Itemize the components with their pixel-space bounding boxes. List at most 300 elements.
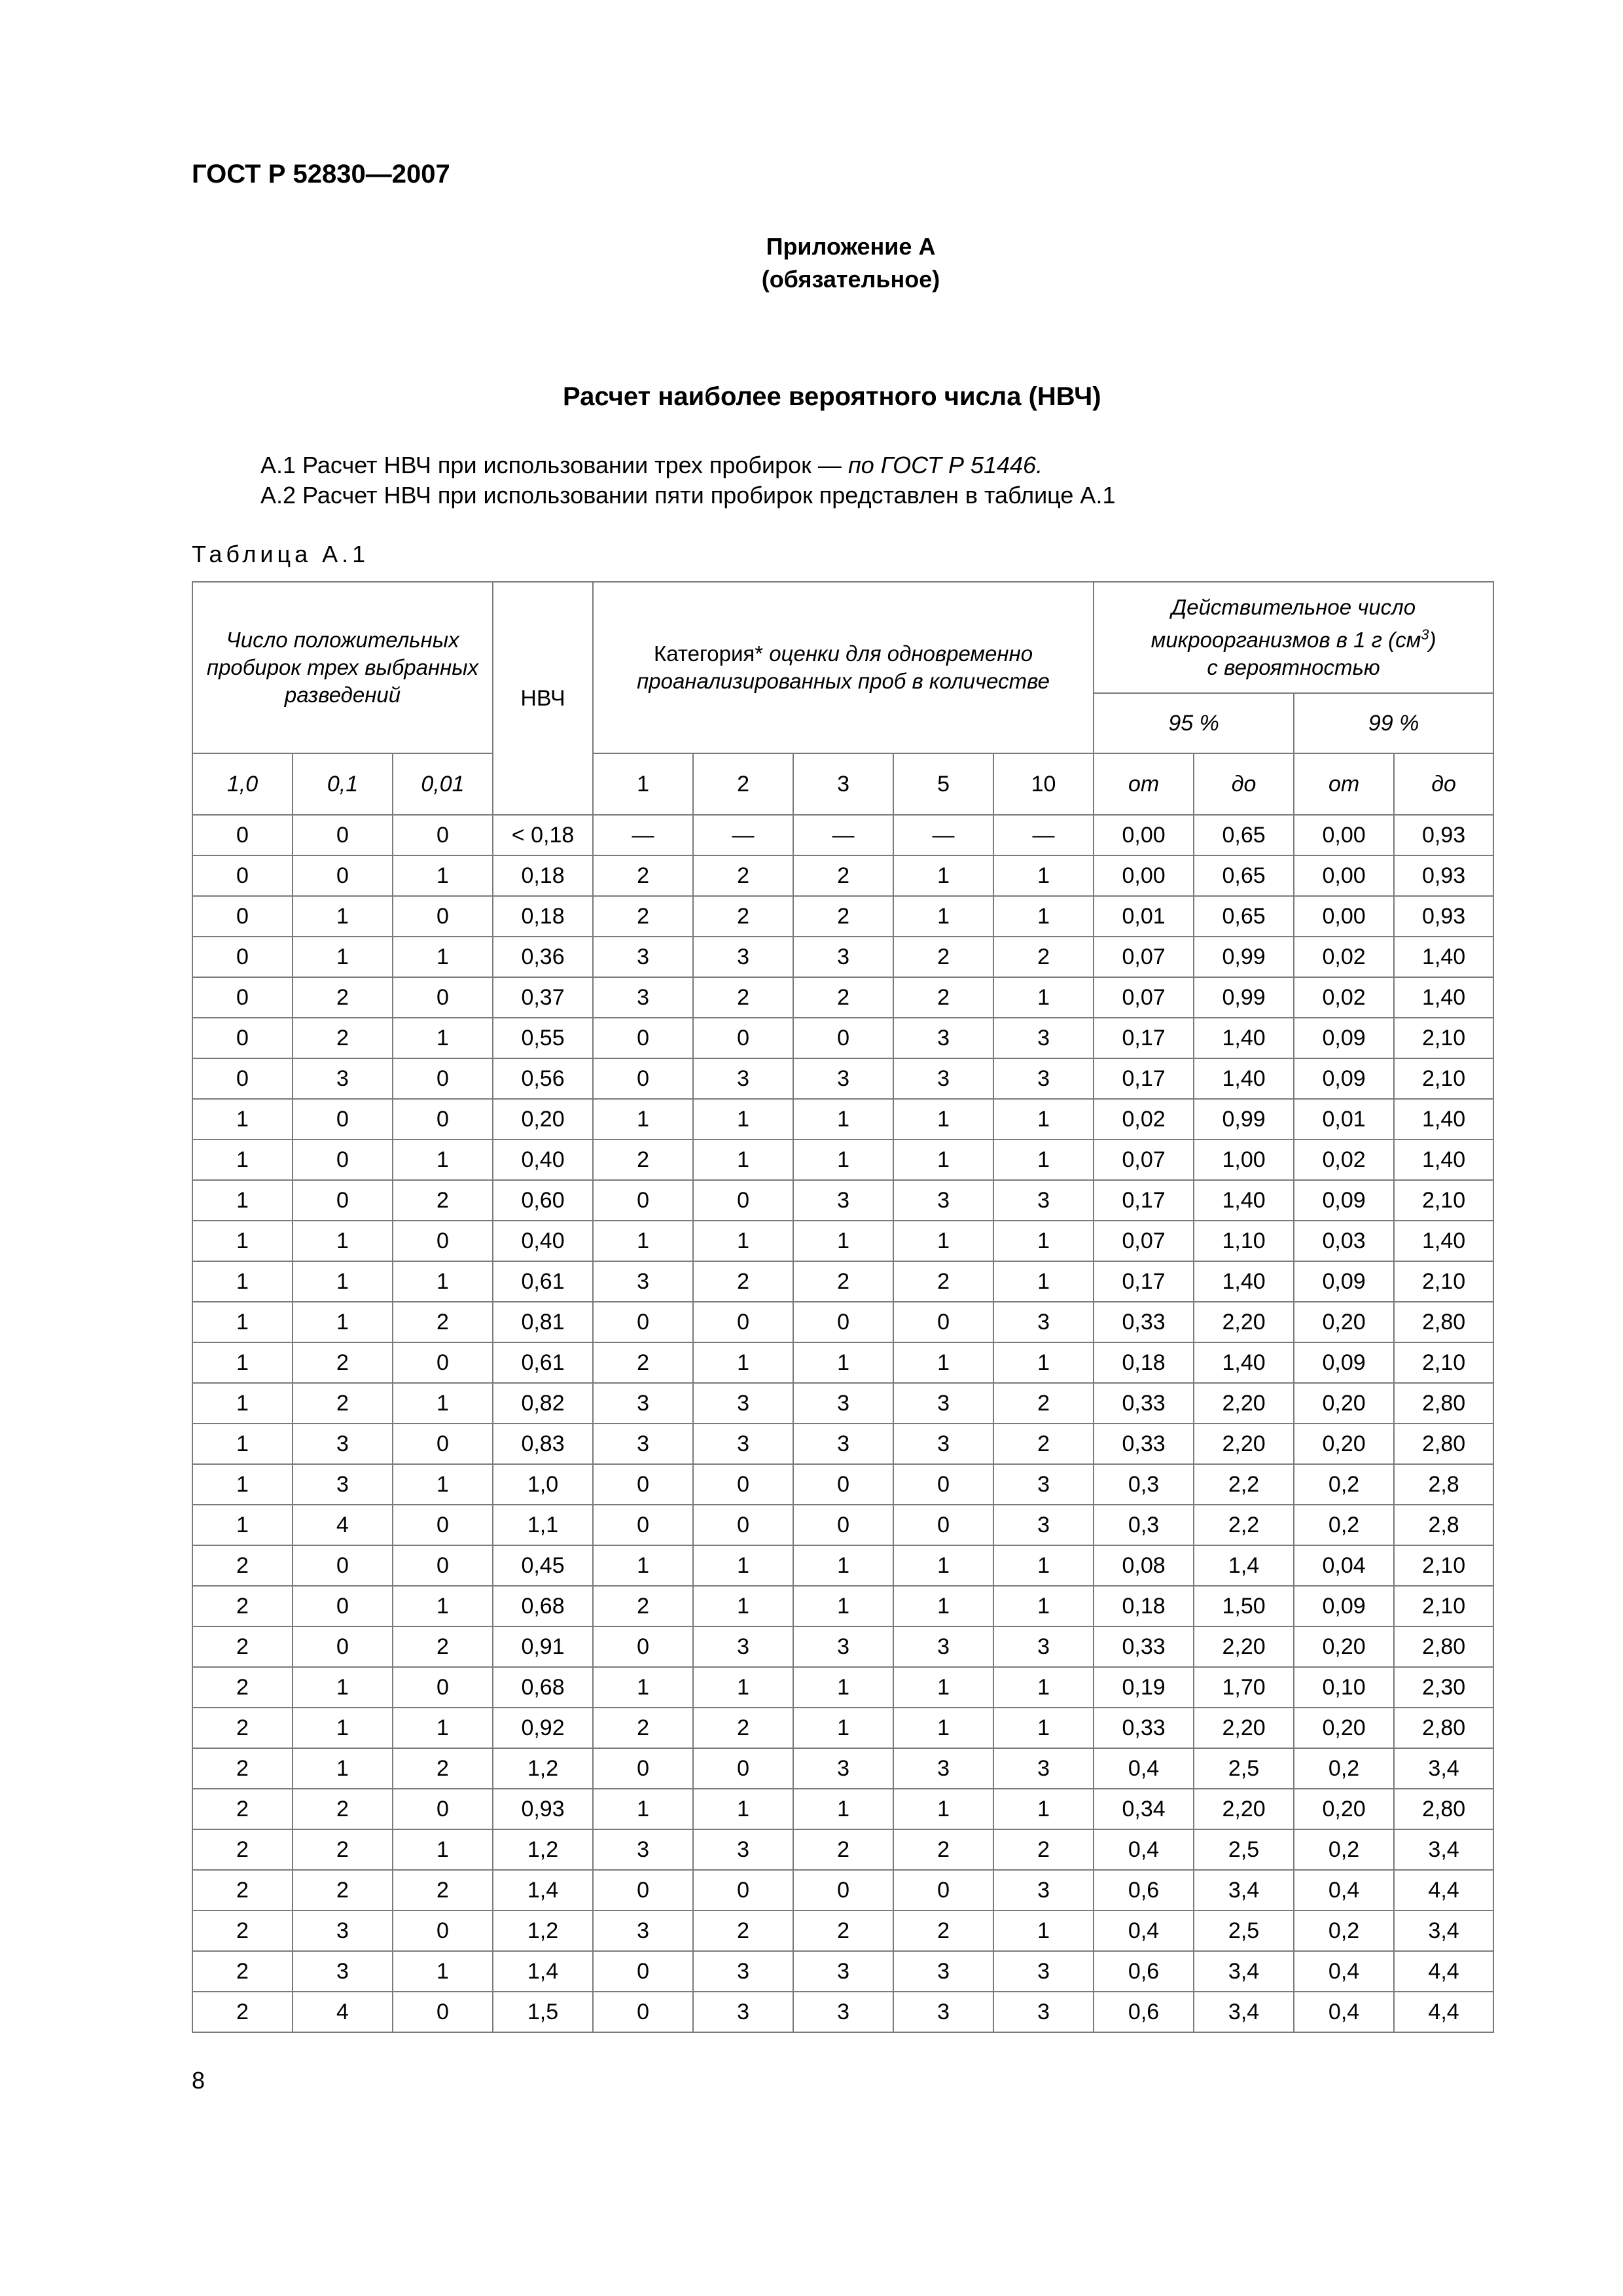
table-cell: 2,80 (1394, 1626, 1493, 1667)
table-cell: 1 (393, 1464, 493, 1505)
table-cell: 2,8 (1394, 1505, 1493, 1545)
table-cell: 2,2 (1194, 1464, 1294, 1505)
table-cell: 0 (393, 1667, 493, 1708)
table-cell: 3 (893, 1018, 993, 1058)
category-header: Категория* оценки для одновременно проанализированных проб в количестве (593, 582, 1094, 753)
table-cell: 0,20 (1294, 1302, 1394, 1342)
table-cell: 1 (393, 1018, 493, 1058)
table-row (192, 1951, 1493, 1992)
table-cell: 1 (793, 1139, 893, 1180)
quantity-header: 3 (793, 753, 893, 815)
table-cell: 0,61 (493, 1261, 593, 1302)
table-cell: 1,40 (1194, 1018, 1294, 1058)
table-cell: 1 (993, 1545, 1094, 1586)
table-row (192, 1424, 1493, 1464)
table-cell: 0 (593, 1870, 693, 1910)
to-header: до (1394, 753, 1493, 815)
table-cell: 1,2 (493, 1910, 593, 1951)
table-cell: 0 (393, 1789, 493, 1829)
quantity-header: 5 (893, 753, 993, 815)
table-cell: 4,4 (1394, 1870, 1493, 1910)
table-cell: 0,92 (493, 1708, 593, 1748)
table-cell: 1 (593, 1667, 693, 1708)
table-cell: 2 (593, 855, 693, 896)
table-cell: 0 (293, 1099, 393, 1139)
table-cell: 0,3 (1094, 1464, 1194, 1505)
table-row (192, 1992, 1493, 2032)
table-cell: 1 (893, 896, 993, 937)
probability-95-header: 95 % (1094, 693, 1294, 753)
table-cell: 3 (693, 1383, 793, 1424)
table-cell: 0 (393, 1424, 493, 1464)
table-cell: 1,4 (493, 1870, 593, 1910)
table-cell: 3 (693, 1058, 793, 1099)
table-cell: 3 (993, 1302, 1094, 1342)
table-cell: 3 (593, 1829, 693, 1870)
table-cell: 0,99 (1194, 1099, 1294, 1139)
table-cell: 2,10 (1394, 1261, 1493, 1302)
table-cell: 1 (993, 977, 1094, 1018)
table-cell: 2 (393, 1748, 493, 1789)
table-cell: 0,2 (1294, 1505, 1394, 1545)
table-cell: 0 (393, 1342, 493, 1383)
table-cell: 0 (192, 937, 293, 977)
table-cell: 3 (593, 1424, 693, 1464)
table-cell: 0,83 (493, 1424, 593, 1464)
table-cell: 1 (192, 1261, 293, 1302)
table-cell: 2 (293, 1342, 393, 1383)
table-cell: 0 (593, 1626, 693, 1667)
table-cell: 2 (293, 1870, 393, 1910)
table-row (192, 1586, 1493, 1626)
table-cell: 0,01 (1294, 1099, 1394, 1139)
table-cell: 0,07 (1094, 977, 1194, 1018)
table-cell: 1 (893, 1342, 993, 1383)
table-cell: 0,3 (1094, 1505, 1194, 1545)
table-cell: 0,40 (493, 1139, 593, 1180)
table-cell: 2,80 (1394, 1708, 1493, 1748)
table-cell: 2,2 (1194, 1505, 1294, 1545)
table-cell: 0,04 (1294, 1545, 1394, 1586)
table-cell: 0,33 (1094, 1302, 1194, 1342)
table-cell: 1 (993, 1221, 1094, 1261)
table-cell: 2,10 (1394, 1545, 1493, 1586)
table-cell: 0,4 (1294, 1951, 1394, 1992)
table-cell: 3 (793, 1058, 893, 1099)
table-cell: 3 (993, 1870, 1094, 1910)
table-cell: 0 (393, 1545, 493, 1586)
table-cell: 0 (593, 1748, 693, 1789)
table-cell: 1 (693, 1789, 793, 1829)
appendix-heading (753, 230, 949, 296)
table-cell: 0,07 (1094, 1139, 1194, 1180)
table-cell: 1,70 (1194, 1667, 1294, 1708)
table-cell: 1 (593, 1789, 693, 1829)
table-cell: 1 (993, 855, 1094, 896)
table-cell: 2 (393, 1180, 493, 1221)
table-cell: 3,4 (1394, 1748, 1493, 1789)
table-cell: 0 (192, 855, 293, 896)
table-cell: 0 (893, 1505, 993, 1545)
table-row (192, 1221, 1493, 1261)
table-cell: 0,02 (1294, 977, 1394, 1018)
table-cell: 3 (693, 1992, 793, 2032)
table-cell: — (893, 815, 993, 855)
table-cell: 3,4 (1194, 1992, 1294, 2032)
table-cell: 2 (693, 1261, 793, 1302)
table-cell: 2 (993, 1424, 1094, 1464)
table-cell: 1 (192, 1424, 293, 1464)
table-row (192, 1910, 1493, 1951)
table-cell: — (793, 815, 893, 855)
table-cell: 3 (893, 1748, 993, 1789)
table-cell: 0,02 (1294, 1139, 1394, 1180)
table-cell: 2,5 (1194, 1910, 1294, 1951)
table-cell: 0,18 (493, 896, 593, 937)
quantity-header: 10 (993, 753, 1094, 815)
table-cell: 1 (693, 1139, 793, 1180)
table-row (192, 1302, 1493, 1342)
table-cell: 1 (993, 1667, 1094, 1708)
table-cell: 0 (293, 1139, 393, 1180)
table-cell: 0,00 (1094, 815, 1194, 855)
from-header: от (1094, 753, 1194, 815)
table-cell: 0,33 (1094, 1424, 1194, 1464)
table-cell: 0 (593, 1058, 693, 1099)
table-cell: 3 (293, 1951, 393, 1992)
table-cell: 2,10 (1394, 1180, 1493, 1221)
table-cell: 1 (993, 1261, 1094, 1302)
table-cell: 1 (693, 1667, 793, 1708)
table-cell: 0,18 (1094, 1342, 1194, 1383)
table-cell: 2 (793, 896, 893, 937)
table-cell: 1 (393, 1708, 493, 1748)
table-cell: 0,65 (1194, 896, 1294, 937)
table-cell: 1 (192, 1464, 293, 1505)
table-cell: 1,5 (493, 1992, 593, 2032)
table-cell: 0,99 (1194, 977, 1294, 1018)
table-cell: 0,00 (1294, 855, 1394, 896)
table-cell: 1 (993, 1139, 1094, 1180)
table-cell: 2,10 (1394, 1586, 1493, 1626)
table-cell: 1 (993, 1586, 1094, 1626)
table-cell: 1,40 (1394, 1099, 1493, 1139)
table-cell: 1 (393, 1383, 493, 1424)
table-row (192, 1018, 1493, 1058)
table-cell: — (693, 815, 793, 855)
table-cell: 3 (993, 1018, 1094, 1058)
table-cell: 1 (393, 937, 493, 977)
table-row (192, 1545, 1493, 1586)
table-cell: 2 (593, 896, 693, 937)
table-cell: 2 (192, 1789, 293, 1829)
table-cell: 0,18 (493, 855, 593, 896)
table-row (192, 1261, 1493, 1302)
probability-99-header: 99 % (1294, 693, 1493, 753)
table-cell: 1,0 (493, 1464, 593, 1505)
table-cell: 1 (293, 1221, 393, 1261)
table-cell: 0,02 (1094, 1099, 1194, 1139)
table-cell: 3 (593, 1910, 693, 1951)
table-cell: 0,60 (493, 1180, 593, 1221)
table-row (192, 1505, 1493, 1545)
table-cell: — (993, 815, 1094, 855)
table-cell: 0,4 (1294, 1992, 1394, 2032)
table-cell: 1 (893, 1545, 993, 1586)
table-cell: 0,61 (493, 1342, 593, 1383)
table-cell: 1 (693, 1586, 793, 1626)
table-cell: 3 (893, 1951, 993, 1992)
table-cell: 2 (192, 1992, 293, 2032)
table-cell: 1 (293, 1261, 393, 1302)
table-cell: 1 (192, 1342, 293, 1383)
dilution-header: 1,0 (192, 753, 293, 815)
table-cell: 3 (893, 1180, 993, 1221)
table-cell: 0,33 (1094, 1383, 1194, 1424)
table-cell: 2,10 (1394, 1058, 1493, 1099)
nvch-header: НВЧ (493, 582, 593, 815)
table-cell: 2 (293, 1383, 393, 1424)
table-cell: 0 (893, 1302, 993, 1342)
table-cell: 0 (293, 1545, 393, 1586)
table-row (192, 1342, 1493, 1383)
table-cell: 1,40 (1194, 1058, 1294, 1099)
table-cell: 1,50 (1194, 1586, 1294, 1626)
table-cell: 1 (793, 1708, 893, 1748)
table-cell: 0 (192, 815, 293, 855)
table-cell: 1 (293, 1302, 393, 1342)
table-cell: 1 (393, 1261, 493, 1302)
table-row (192, 815, 1493, 855)
standard-reference: по ГОСТ Р 51446. (847, 452, 1043, 478)
table-cell: 3 (693, 937, 793, 977)
paragraph-a1-text: А.1 Расчет НВЧ при использовании трех пробирок — (260, 452, 848, 478)
table-cell: 1 (893, 1099, 993, 1139)
table-cell: 2,5 (1194, 1748, 1294, 1789)
table-row (192, 1667, 1493, 1708)
table-cell: 0 (593, 1951, 693, 1992)
table-cell: 1 (192, 1139, 293, 1180)
table-body (192, 815, 1493, 2032)
table-cell: 1,4 (1194, 1545, 1294, 1586)
table-cell: 2 (192, 1829, 293, 1870)
table-cell: 0 (192, 977, 293, 1018)
table-cell: 0,03 (1294, 1221, 1394, 1261)
table-row (192, 1099, 1493, 1139)
header-row-1 (192, 582, 1493, 693)
table-row (192, 1626, 1493, 1667)
table-cell: 0,07 (1094, 1221, 1194, 1261)
table-cell: 1 (893, 1221, 993, 1261)
table-cell: 2,20 (1194, 1626, 1294, 1667)
table-cell: 0,93 (493, 1789, 593, 1829)
table-cell: 0,6 (1094, 1870, 1194, 1910)
table-cell: 0,00 (1094, 855, 1194, 896)
table-cell: 0,6 (1094, 1951, 1194, 1992)
table-cell: 1 (293, 1708, 393, 1748)
table-cell: 2 (593, 1342, 693, 1383)
table-row (192, 937, 1493, 977)
table-cell: 3,4 (1194, 1870, 1294, 1910)
table-cell: 0,93 (1394, 815, 1493, 855)
table-cell: 1,00 (1194, 1139, 1294, 1180)
table-cell: 2 (593, 1586, 693, 1626)
table-cell: 0 (693, 1302, 793, 1342)
table-cell: 0 (693, 1180, 793, 1221)
quantity-header: 2 (693, 753, 793, 815)
table-cell: 3 (793, 1424, 893, 1464)
table-cell: 3 (893, 1992, 993, 2032)
table-cell: 3,4 (1394, 1910, 1493, 1951)
table-cell: 3 (293, 1464, 393, 1505)
table-cell: 2,80 (1394, 1302, 1493, 1342)
table-cell: 1 (793, 1342, 893, 1383)
table-cell: 1 (793, 1586, 893, 1626)
table-cell: 0 (793, 1505, 893, 1545)
table-cell: 2,80 (1394, 1383, 1493, 1424)
table-cell: 4 (293, 1992, 393, 2032)
table-cell: 0,01 (1094, 896, 1194, 937)
table-cell: 2 (793, 855, 893, 896)
table-row (192, 1870, 1493, 1910)
table-cell: 3 (893, 1058, 993, 1099)
table-cell: 0,17 (1094, 1058, 1194, 1099)
table-cell: 2,20 (1194, 1789, 1294, 1829)
table-row (192, 1058, 1493, 1099)
table-cell: 3 (793, 1951, 893, 1992)
table-cell: 0 (293, 815, 393, 855)
table-cell: 3 (293, 1058, 393, 1099)
table-cell: 2,80 (1394, 1424, 1493, 1464)
table-cell: 2,10 (1394, 1342, 1493, 1383)
table-cell: 1 (893, 1667, 993, 1708)
table-cell: 0,99 (1194, 937, 1294, 977)
table-cell: 1 (293, 1667, 393, 1708)
table-cell: 0,36 (493, 937, 593, 977)
table-cell: 0 (293, 1586, 393, 1626)
table-cell: 1 (893, 1789, 993, 1829)
table-cell: 1 (693, 1342, 793, 1383)
table-cell: 0 (593, 1018, 693, 1058)
table-cell: 0 (693, 1505, 793, 1545)
table-cell: 2 (192, 1545, 293, 1586)
table-cell: 2 (192, 1748, 293, 1789)
table-cell: 3 (693, 1626, 793, 1667)
table-cell: 2 (393, 1626, 493, 1667)
table-cell: 1,2 (493, 1748, 593, 1789)
table-cell: 3 (593, 1383, 693, 1424)
table-cell: 1 (593, 1545, 693, 1586)
paragraph-a1 (260, 452, 1043, 479)
table-cell: 3 (893, 1424, 993, 1464)
table-cell: 0,93 (1394, 855, 1493, 896)
table-cell: 1 (192, 1099, 293, 1139)
table-cell: 0,81 (493, 1302, 593, 1342)
table-cell: 0,34 (1094, 1789, 1194, 1829)
table-cell: 2 (192, 1667, 293, 1708)
table-cell: 2 (793, 1261, 893, 1302)
table-row (192, 1789, 1493, 1829)
table-cell: 1 (393, 1586, 493, 1626)
table-cell: 2 (293, 1018, 393, 1058)
table-cell: 1 (793, 1221, 893, 1261)
table-cell: 3 (593, 1261, 693, 1302)
table-cell: 2,20 (1194, 1424, 1294, 1464)
table-cell: 1 (393, 1829, 493, 1870)
table-cell: 2 (192, 1951, 293, 1992)
table-cell: 2 (693, 1708, 793, 1748)
table-cell: 1 (593, 1221, 693, 1261)
table-cell: 1 (393, 1139, 493, 1180)
table-cell: 2 (993, 937, 1094, 977)
table-cell: 0,00 (1294, 896, 1394, 937)
table-cell: 0,08 (1094, 1545, 1194, 1586)
table-cell: 0,65 (1194, 815, 1294, 855)
appendix-subtitle: (обязательное) (761, 266, 940, 293)
table-cell: 3 (893, 1626, 993, 1667)
from-header: от (1294, 753, 1394, 815)
table-cell: 2 (192, 1586, 293, 1626)
table-cell: 2 (893, 1910, 993, 1951)
table-cell: 0,37 (493, 977, 593, 1018)
table-cell: 1 (993, 1099, 1094, 1139)
appendix-title: Приложение А (766, 233, 936, 260)
table-cell: 3 (993, 1992, 1094, 2032)
table-cell: 0 (593, 1180, 693, 1221)
table-cell: 1 (192, 1302, 293, 1342)
table-cell: 2,8 (1394, 1464, 1493, 1505)
table-cell: 1 (793, 1789, 893, 1829)
table-cell: 3 (793, 1180, 893, 1221)
table-cell: 2 (893, 937, 993, 977)
table-cell: 1,10 (1194, 1221, 1294, 1261)
table-cell: 0 (293, 1180, 393, 1221)
document-header: ГОСТ Р 52830—2007 (192, 160, 450, 188)
table-cell: 2 (893, 977, 993, 1018)
table-cell: 2 (192, 1870, 293, 1910)
table-cell: 3 (793, 937, 893, 977)
table-cell: 0 (293, 855, 393, 896)
table-cell: 0,20 (1294, 1708, 1394, 1748)
table-cell: 0 (693, 1748, 793, 1789)
table-cell: 3 (293, 1910, 393, 1951)
table-cell: 0 (793, 1018, 893, 1058)
table-row (192, 1829, 1493, 1870)
table-cell: 0 (393, 1505, 493, 1545)
table-cell: 2 (293, 1829, 393, 1870)
table-cell: 0 (393, 1099, 493, 1139)
table-cell: 0,17 (1094, 1261, 1194, 1302)
table-cell: 1,4 (493, 1951, 593, 1992)
table-cell: 1 (293, 896, 393, 937)
table-cell: 2 (393, 1302, 493, 1342)
table-cell: 0 (192, 1018, 293, 1058)
table-cell: < 0,18 (493, 815, 593, 855)
table-cell: 0,2 (1294, 1748, 1394, 1789)
table-cell: 2 (393, 1870, 493, 1910)
table-row (192, 1708, 1493, 1748)
table-cell: 0 (693, 1464, 793, 1505)
table-row (192, 1139, 1493, 1180)
table-cell: 1 (192, 1383, 293, 1424)
table-cell: 2 (693, 896, 793, 937)
table-cell: 0 (693, 1018, 793, 1058)
table-cell: 0,4 (1094, 1748, 1194, 1789)
positive-tubes-header: Число положительных пробирок трех выбранных разведений (192, 582, 493, 753)
table-cell: 0,82 (493, 1383, 593, 1424)
table-row (192, 1748, 1493, 1789)
table-row (192, 896, 1493, 937)
